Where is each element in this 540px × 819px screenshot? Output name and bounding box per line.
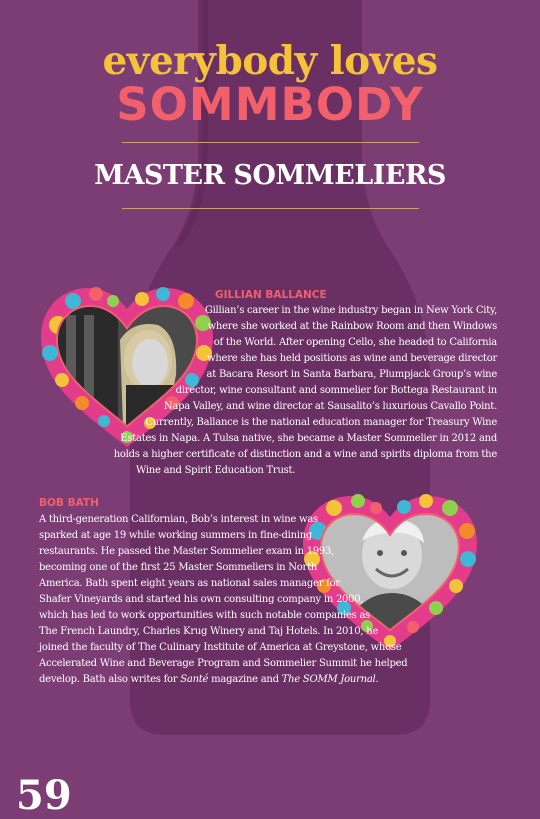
headline-everybody-loves: everybody loves <box>102 38 438 84</box>
bio-line: becoming one of the first 25 Master Sommeliers in North <box>39 562 318 573</box>
bio-line: of the World. After opening Cello, she headed to California <box>213 337 497 348</box>
bio-line: A third-generation Californian, Bob’s interest in wine was <box>39 514 318 525</box>
bottom-divider <box>122 208 419 209</box>
bio-line: The French Laundry, Charles Krug Winery and Taj Hotels. In 2010, he <box>39 626 379 637</box>
profile-name-bob: BOB BATH <box>39 497 99 509</box>
bio-line: Accelerated Wine and Beverage Program and Sommelier Summit he helped <box>39 658 408 669</box>
bio-text: magazine and <box>208 674 282 685</box>
bio-line: holds a higher certificate of distinction and a wine and spirits diploma from the <box>113 449 497 460</box>
bio-text: develop. Bath also writes for <box>39 674 181 685</box>
bio-line: joined the faculty of The Culinary Institute of America at Greystone, whose <box>39 642 402 653</box>
bio-line: at Bacara Resort in Santa Barbara, Plumpjack Group’s wine <box>206 369 497 380</box>
bio-line-last <box>39 675 378 685</box>
bio-line: director, wine consultant and sommelier for Bottega Restaurant in <box>175 385 497 396</box>
page-number: 59 <box>16 772 72 819</box>
magazine-title-sante: Santé <box>180 674 209 685</box>
bio-line: Napa Valley, and wine director at Sausalito’s luxurious Cavallo Point. <box>163 401 497 412</box>
bio-line: restaurants. He passed the Master Sommelier exam in 1993, <box>39 546 335 557</box>
bio-line: where she worked at the Rainbow Room and then Windows <box>207 321 497 332</box>
bio-line: which has led to work opportunities with such notable companies as <box>39 610 371 621</box>
bio-line: sparked at age 19 while working summers in fine-dining <box>39 530 313 541</box>
top-divider <box>122 142 419 143</box>
bio-text: . <box>375 674 379 685</box>
bio-line: where she has held positions as wine and beverage director <box>207 353 497 364</box>
bio-line: America. Bath spent eight years as national sales manager for <box>39 578 340 589</box>
bio-line: Currently, Ballance is the national education manager for Treasury Wine <box>145 417 497 428</box>
bio-line: Gillian’s career in the wine industry began in New York City, <box>204 305 497 316</box>
headline-sommbody: SOMMBODY <box>116 78 424 131</box>
magazine-title-somm-journal: The SOMM Journal <box>281 674 376 685</box>
profile-name-gillian: GILLIAN BALLANCE <box>215 289 327 301</box>
bio-line: Shafer Vineyards and started his own consulting company in 2000, <box>39 594 364 605</box>
section-title: MASTER SOMMELIERS <box>94 160 446 191</box>
bio-line: Wine and Spirit Education Trust. <box>136 465 296 476</box>
bio-line: Estates in Napa. A Tulsa native, she became a Master Sommelier in 2012 and <box>120 433 497 444</box>
